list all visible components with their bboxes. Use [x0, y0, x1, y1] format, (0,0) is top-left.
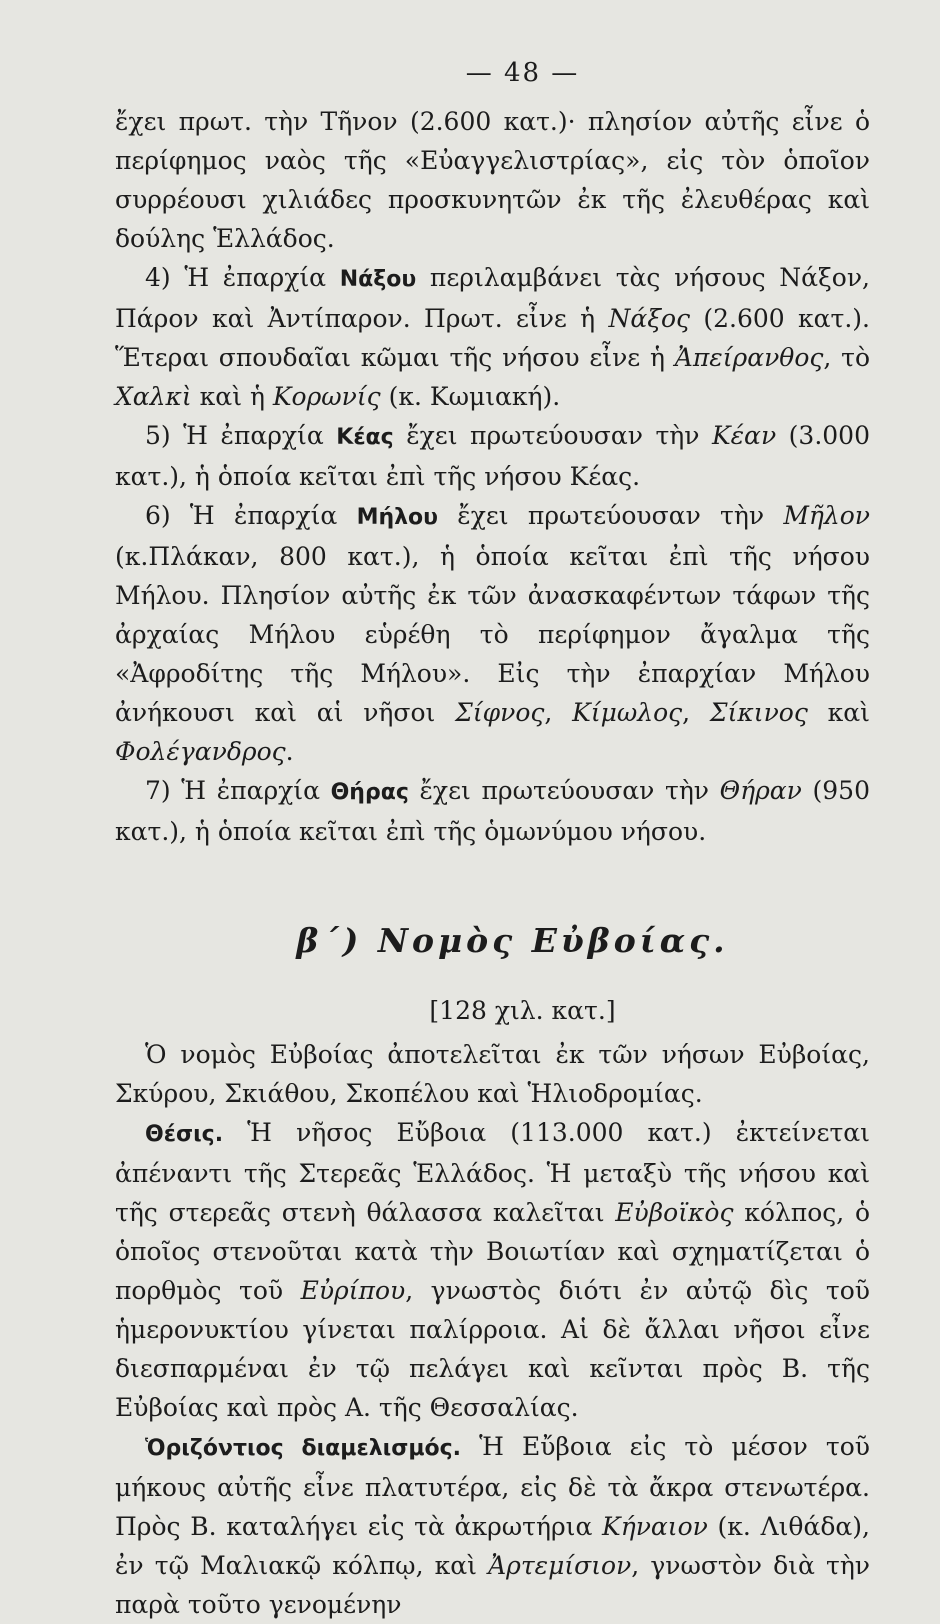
page-number: — 48 —	[465, 58, 580, 88]
page-body	[115, 102, 870, 1624]
paragraph-tinos: ἔχει πρωτ. τὴν Τῆνον (2.600 κατ.)· πλησίον αὐτῆς εἶνε ὁ περίφημος ναὸς τῆς «Εὐαγγελιστρίας», εἰς τὸν ὁποῖον συρρέουσι χιλιάδες προσκυνητῶν ἐκ τῆς ἐλευθέρας καὶ δούλης Ἑλλάδος.	[115, 107, 870, 253]
keyword-thesis: Θέσις.	[145, 1122, 224, 1147]
paragraph-thira: 7) Ἡ ἐπαρχία Θήρας ἔχει πρωτεύουσαν τὴν Θήραν (950 κατ.), ἡ ὁποία κεῖται ἐπὶ τῆς ὁμωνύμου νήσου.	[115, 776, 870, 846]
section-title: β΄) Νομὸς Εὐβοίας.	[296, 921, 729, 960]
keyword-milos: Μήλου	[356, 505, 439, 530]
paragraph-evia-intro: Ὁ νομὸς Εὐβοίας ἀποτελεῖται ἐκ τῶν νήσων Εὐβοίας, Σκύρου, Σκιάθου, Σκοπέλου καὶ Ἡλιοδρομίας.	[115, 1040, 870, 1108]
paragraph-thesis: Θέσις. Ἡ νῆσος Εὔβοια (113.000 κατ.) ἐκτείνεται ἀπέναντι τῆς Στερεᾶς Ἑλλάδος. Ἡ μεταξὺ τῆς νήσου καὶ τῆς στερεᾶς στενὴ θάλασσα καλεῖται Εὐβοϊκὸς κόλπος, ὁ ὁποῖος στενοῦται κατὰ τὴν Βοιωτίαν καὶ σχηματίζεται ὁ πορθμὸς τοῦ Εὐρίπου, γνωστὸς διότι ἐν αὐτῷ δὶς τοῦ ἡμερονυκτίου γίνεται παλίρροια. Αἱ δὲ ἄλλαι νῆσοι εἶνε διεσπαρμέναι ἐν τῷ πελάγει καὶ κεῖνται πρὸς Β. τῆς Εὐβοίας καὶ πρὸς Α. τῆς Θεσσαλίας.	[115, 1118, 870, 1422]
keyword-keas: Κέας	[336, 425, 394, 450]
paragraph-keas: 5) Ἡ ἐπαρχία Κέας ἔχει πρωτεύουσαν τὴν Κέαν (3.000 κατ.), ἡ ὁποία κεῖται ἐπὶ τῆς νήσου Κέας.	[115, 421, 870, 491]
keyword-coastline: Ὁριζόντιος διαμελισμός.	[145, 1436, 462, 1461]
paragraph-coastline: Ὁριζόντιος διαμελισμός. Ἡ Εὔβοια εἰς τὸ μέσον τοῦ μήκους αὐτῆς εἶνε πλατυτέρα, εἰς δὲ τὰ ἄκρα στενωτέρα. Πρὸς Β. καταλήγει εἰς τὰ ἀκρωτήρια Κήναιον (κ. Λιθάδα), ἐν τῷ Μαλιακῷ κόλπῳ, καὶ Ἀρτεμίσιον, γνωστὸν διὰ τὴν παρὰ τοῦτο γενομένην	[115, 1432, 871, 1619]
paragraph-milos: 6) Ἡ ἐπαρχία Μήλου ἔχει πρωτεύουσαν τὴν Μῆλον (κ.Πλάκαν, 800 κατ.), ἡ ὁποία κεῖται ἐπὶ τῆς νήσου Μήλου. Πλησίον αὐτῆς ἐκ τῶν ἀνασκαφέντων τάφων τῆς ἀρχαίας Μήλου εὑρέθη τὸ περίφημον ἄγαλμα τῆς «Ἀφροδίτης τῆς Μήλου». Εἰς τὴν ἐπαρχίαν Μήλου ἀνήκουσι καὶ αἱ νῆσοι Σίφνος, Κίμωλος, Σίκινος καὶ Φολέγανδρος.	[115, 501, 870, 766]
keyword-naxos: Νάξου	[339, 267, 417, 292]
keyword-thira: Θήρας	[330, 780, 409, 805]
section-population: [128 χιλ. κατ.]	[429, 996, 616, 1025]
paragraph-naxos: 4) Ἡ ἐπαρχία Νάξου περιλαμβάνει τὰς νήσους Νάξον, Πάρον καὶ Ἀντίπαρον. Πρωτ. εἶνε ἡ Νάξος (2.600 κατ.). Ἕτεραι σπουδαῖαι κῶμαι τῆς νήσου εἶνε ἡ Ἀπείρανθος, τὸ Χαλκὶ καὶ ἡ Κορωνίς (κ. Κωμιακή).	[115, 263, 870, 411]
